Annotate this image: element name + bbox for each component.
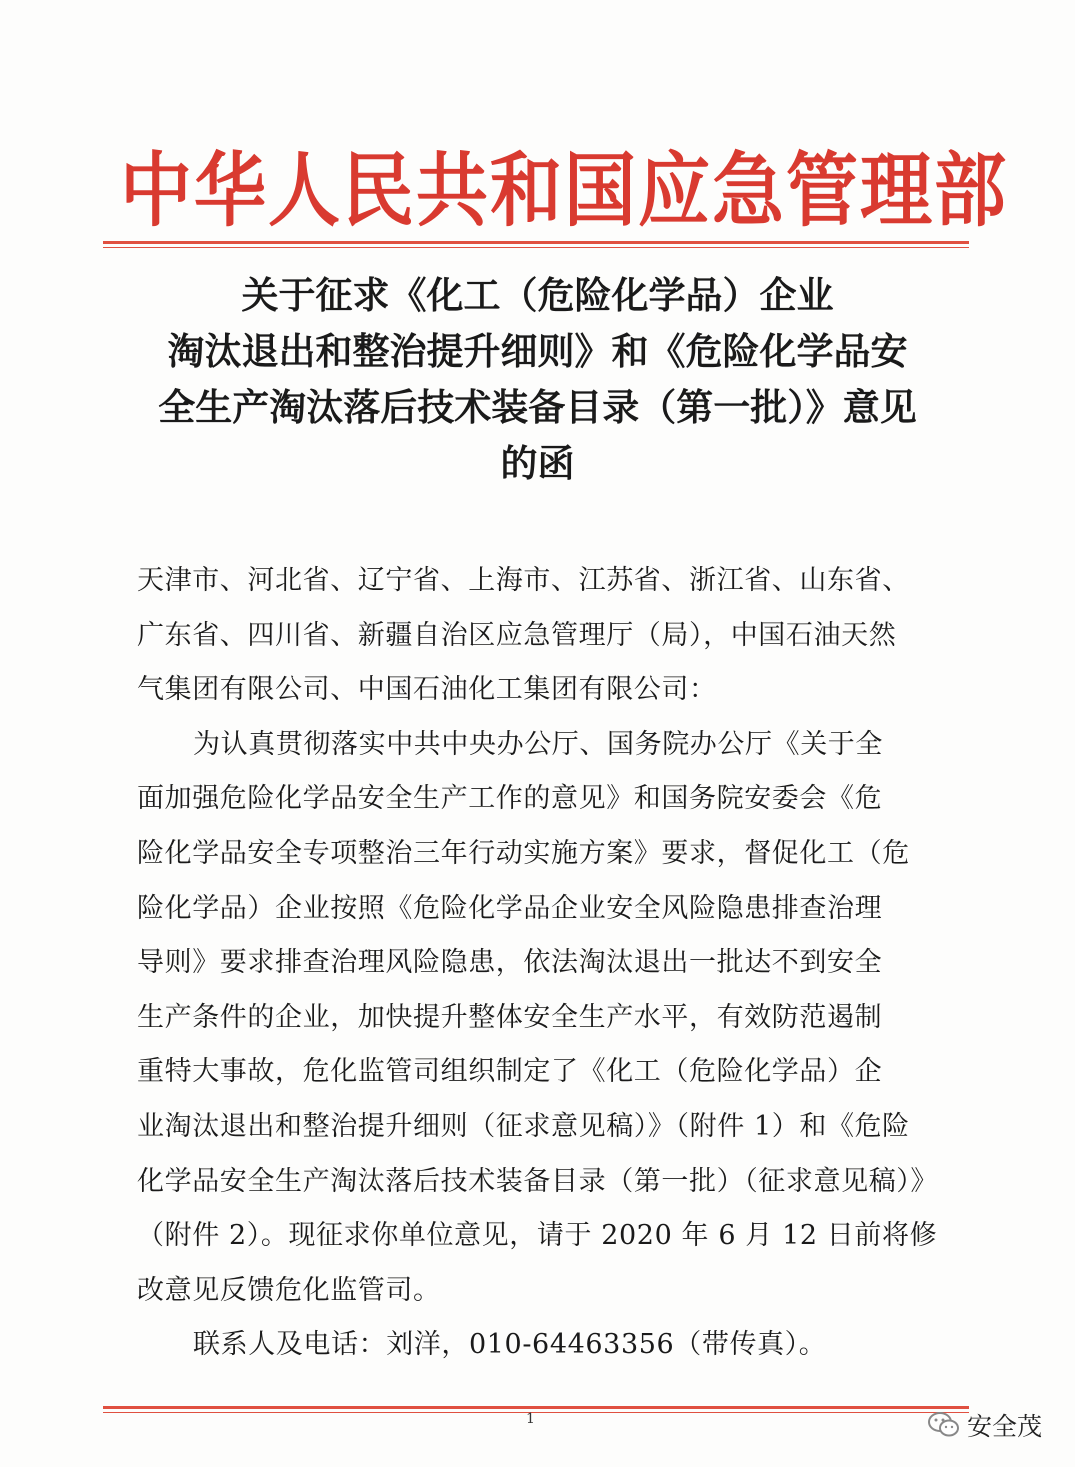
contact-line: 联系人及电话：刘洋，010-64463356（带传真）。 bbox=[193, 1329, 827, 1361]
body-line: 重特大事故，危化监管司组织制定了《化工（危险化学品）企 bbox=[137, 1056, 883, 1088]
addressee-line: 天津市、河北省、辽宁省、上海市、江苏省、浙江省、山东省、 bbox=[137, 565, 910, 596]
document-title bbox=[115, 268, 960, 492]
agency-header: 中华人民共和国应急管理部 bbox=[120, 143, 1009, 238]
addressee-line: 广东省、四川省、新疆自治区应急管理厅（局），中国石油天然 bbox=[137, 619, 897, 651]
body-line: 化学品安全生产淘汰落后技术装备目录（第一批）（征求意见稿）》 bbox=[137, 1165, 938, 1197]
body-line: （附件 2）。现征求你单位意见，请于 2020 年 6 月 12 日前将修 bbox=[137, 1220, 938, 1252]
header-divider bbox=[103, 241, 969, 248]
watermark-label: 安全茂 bbox=[967, 1412, 1043, 1441]
body-line: 业淘汰退出和整治提升细则（征求意见稿）》（附件 1）和《危险 bbox=[137, 1110, 910, 1142]
page-number: 1 bbox=[526, 1411, 535, 1427]
header-divider-thick bbox=[103, 241, 969, 244]
footer-divider-thin bbox=[103, 1412, 969, 1413]
title-line: 全生产淘汰落后技术装备目录（第一批）》意见 bbox=[158, 386, 917, 429]
wechat-icon bbox=[927, 1411, 961, 1439]
body-line: 为认真贯彻落实中共中央办公厅、国务院办公厅《关于全 bbox=[193, 728, 883, 760]
document-body bbox=[137, 554, 937, 1373]
body-line: 险化学品安全专项整治三年行动实施方案》要求，督促化工（危 bbox=[137, 837, 910, 869]
body-line: 改意见反馈危化监管司。 bbox=[137, 1274, 441, 1306]
body-line: 导则》要求排查治理风险隐患，依法淘汰退出一批达不到安全 bbox=[137, 947, 883, 979]
footer-divider bbox=[103, 1406, 969, 1413]
source-watermark bbox=[927, 1407, 1042, 1443]
addressee-line: 气集团有限公司、中国石油化工集团有限公司： bbox=[137, 674, 717, 706]
title-line: 的函 bbox=[500, 442, 575, 485]
footer-divider-thick bbox=[103, 1406, 969, 1409]
body-line: 险化学品）企业按照《危险化学品企业安全风险隐患排查治理 bbox=[137, 892, 883, 924]
body-line: 面加强危险化学品安全生产工作的意见》和国务院安委会《危 bbox=[137, 783, 883, 815]
body-line: 生产条件的企业，加快提升整体安全生产水平，有效防范遏制 bbox=[137, 1001, 883, 1033]
title-line: 关于征求《化工（危险化学品）企业 bbox=[241, 274, 834, 317]
title-line: 淘汰退出和整治提升细则》和《危险化学品安 bbox=[167, 330, 908, 373]
header-divider-thin bbox=[103, 247, 969, 248]
